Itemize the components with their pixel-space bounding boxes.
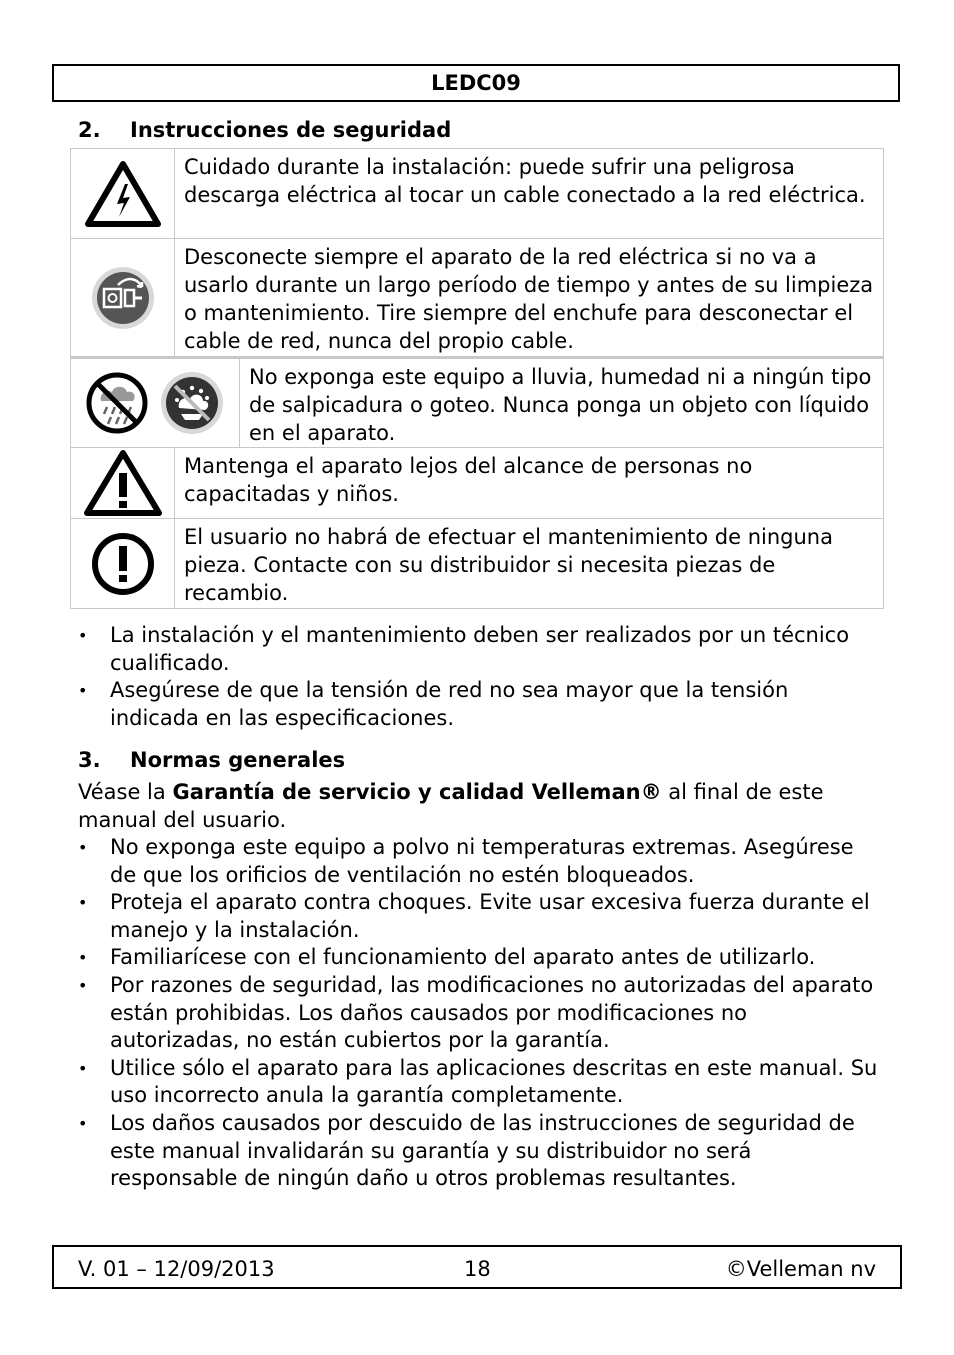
list-item: • Familiarícese con el funcionamiento del aparato antes de utilizarlo. [78,944,878,972]
intro-text: Véase la [78,780,173,804]
electric-shock-warning-icon [84,159,162,229]
page-footer [52,1245,902,1289]
list-item: • Por razones de seguridad, las modificaciones no autorizadas del aparato están prohibidas. Los daños causados por modificaciones no autorizadas, no están cubiertos por la garantía. [78,972,878,1055]
no-splash-icon [159,370,225,436]
page-header [52,64,900,102]
list-item: • Proteja el aparato contra choques. Evite usar excesiva fuerza durante el manejo y la instalación. [78,889,878,944]
warning-icon-cell [71,359,240,447]
warning-text: Mantenga el aparato lejos del alcance de personas no capacitadas y niños. [184,454,753,506]
safety-warning-table [70,148,884,609]
copyright: ©Velleman nv [725,1257,876,1281]
warning-icon-cell [71,519,175,608]
general-warning-icon [83,449,163,517]
section-title: Normas generales [130,748,346,772]
section-3-heading [78,748,345,772]
warning-icon-cell [71,448,175,518]
attention-icon [90,531,156,597]
list-item: • Los daños causados por descuido de las instrucciones de seguridad de este manual invalidarán su garantía y su distribuidor no será responsable de ningún daño u otros problemas resultantes. [78,1110,878,1193]
section-2-bullet-list [78,622,878,732]
unplug-mains-icon [90,265,156,331]
warranty-reference: Garantía de servicio y calidad Velleman® [172,780,662,804]
section-title: Instrucciones de seguridad [130,118,452,142]
list-item: • No exponga este equipo a polvo ni temperaturas extremas. Asegúrese de que los orificios de ventilación no estén bloqueados. [78,834,878,889]
model-name: LEDC09 [431,71,521,95]
warning-row [70,239,884,357]
section-number: 3. [78,748,101,772]
warning-icon-cell [71,149,175,238]
warning-row [70,448,884,519]
warning-text: Desconecte siempre el aparato de la red eléctrica si no va a usarlo durante un largo período de tiempo y antes de su limpieza o mantenimiento. Tire siempre del enchufe para desconectar el cable de red, nunca del propio cable. [184,245,874,353]
intro-paragraph [78,779,878,834]
section-3-bullet-list [78,834,878,1193]
version-date: V. 01 – 12/09/2013 [78,1257,275,1281]
warning-row [70,148,884,239]
page-number: 18 [464,1257,491,1281]
warning-row [70,357,884,448]
warning-text: El usuario no habrá de efectuar el mantenimiento de ninguna pieza. Contacte con su distribuidor si necesita piezas de recambio. [184,525,833,605]
warning-row [70,519,884,609]
warning-icon-cell [71,239,175,356]
list-item: • Asegúrese de que la tensión de red no sea mayor que la tensión indicada en las especificaciones. [78,677,878,732]
intro-text: al final de este manual del usuario. [78,780,824,832]
section-number: 2. [78,118,101,142]
warning-text: Cuidado durante la instalación: puede sufrir una peligrosa descarga eléctrica al tocar un cable conectado a la red eléctrica. [184,155,866,207]
warning-text: No exponga este equipo a lluvia, humedad ni a ningún tipo de salpicadura o goteo. Nunca ponga un objeto con líquido en el aparato. [249,365,872,445]
list-item: • La instalación y el mantenimiento deben ser realizados por un técnico cualificado. [78,622,878,677]
list-item: • Utilice sólo el aparato para las aplicaciones descritas en este manual. Su uso incorrecto anula la garantía completamente. [78,1055,878,1110]
section-2-heading [78,118,451,142]
no-rain-icon [85,371,149,435]
